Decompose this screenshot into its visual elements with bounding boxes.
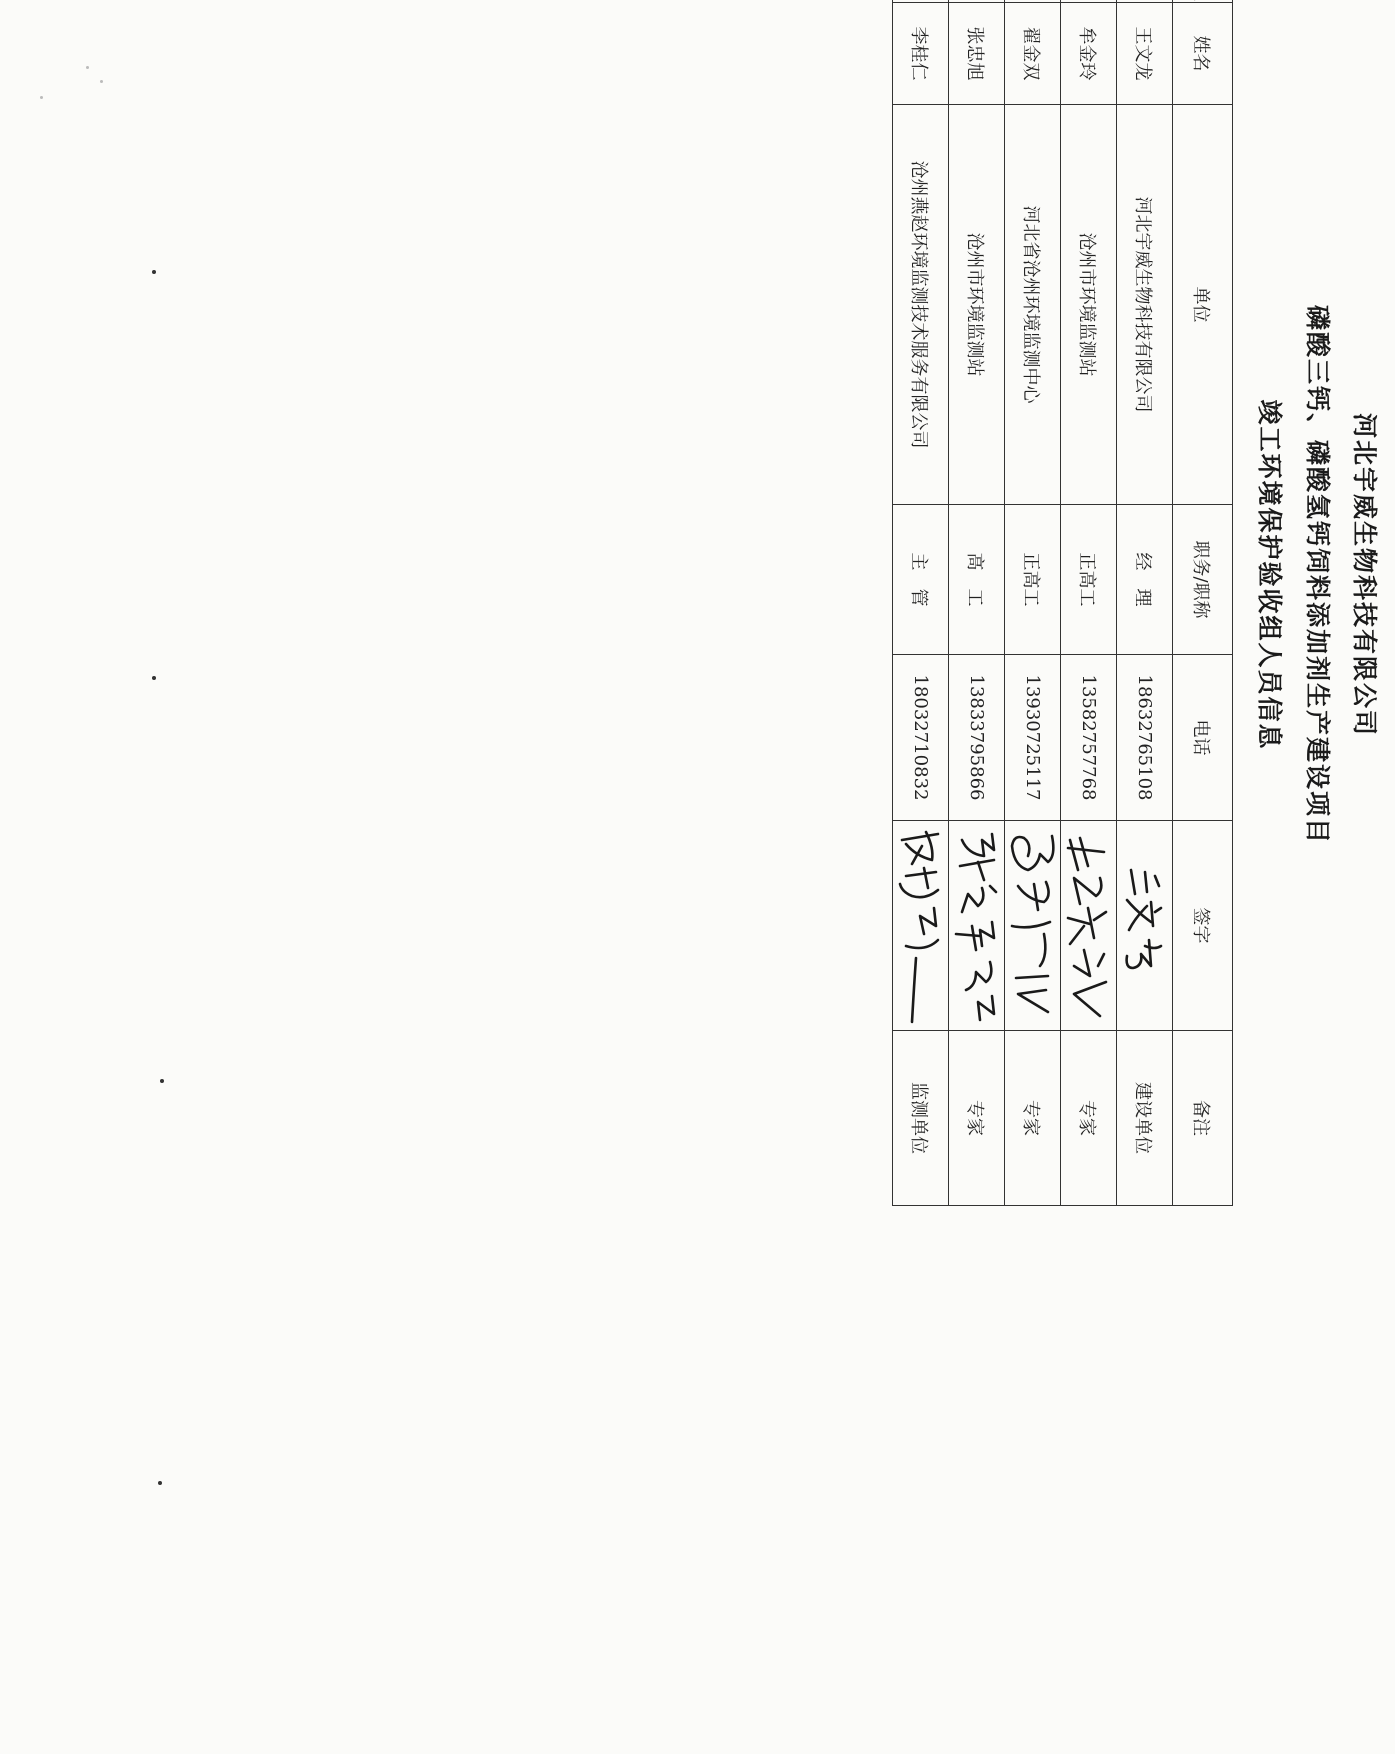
name-cell: 李桂仁: [893, 3, 949, 105]
header-cell: 电话: [1173, 655, 1233, 821]
remark-cell: 专家: [1061, 1031, 1117, 1206]
title-cell: 正高工: [1061, 505, 1117, 655]
company-title: 河北宇威生物科技有限公司: [1350, 412, 1379, 737]
phone-cell: 13582757768: [1061, 655, 1117, 821]
scan-dot: [160, 1079, 164, 1083]
scan-speck: [40, 96, 43, 99]
table-row: [1005, 0, 1061, 1206]
title-cell: 高 工: [949, 505, 1005, 655]
remark-cell: 专家: [1005, 1031, 1061, 1206]
title-cell: 正高工: [1005, 505, 1061, 655]
signature-cell: [893, 821, 949, 1031]
header-cell: 签字: [1173, 821, 1233, 1031]
unit-cell: 沧州市环境监测站: [1061, 105, 1117, 505]
header-cell: 单位: [1173, 105, 1233, 505]
name-cell: 王文龙: [1117, 3, 1173, 105]
title-cell: 经 理: [1117, 505, 1173, 655]
table-row: [1061, 0, 1117, 1206]
phone-cell: 18632765108: [1117, 655, 1173, 821]
subtitle: 竣工环境保护验收组人员信息: [1255, 399, 1284, 751]
title-block: [1245, 0, 1395, 1220]
project-title: 磷酸三钙、磷酸氢钙饲料添加剂生产建设项目: [1303, 304, 1332, 845]
unit-cell: 河北省沧州环境监测中心: [1005, 105, 1061, 505]
header-cell: 备注: [1173, 1031, 1233, 1206]
table-header-row: [1173, 0, 1233, 1206]
remark-cell: 建设单位: [1117, 1031, 1173, 1206]
phone-cell: 13833795866: [949, 655, 1005, 821]
scan-dot: [152, 270, 156, 274]
table-row: [949, 0, 1005, 1206]
rotated-sheet: [795, 0, 1395, 1220]
signature-cell: [1117, 821, 1173, 1031]
scan-speck: [86, 66, 89, 69]
phone-cell: 18032710832: [893, 655, 949, 821]
header-cell: 职务/职称: [1173, 505, 1233, 655]
signature-cell: [949, 821, 1005, 1031]
remark-cell: 监测单位: [893, 1031, 949, 1206]
handwritten-signature: [1120, 836, 1170, 1016]
unit-cell: 沧州市环境监测站: [949, 105, 1005, 505]
signature-cell: [1005, 821, 1061, 1031]
handwritten-signature: [1007, 826, 1059, 1026]
scan-dot: [158, 1481, 162, 1485]
handwritten-signature: [1063, 826, 1115, 1026]
name-cell: 张忠旭: [949, 3, 1005, 105]
table-row: [893, 0, 949, 1206]
table-row: [1117, 0, 1173, 1206]
scan-speck: [100, 80, 103, 83]
header-cell: 姓名: [1173, 3, 1233, 105]
handwritten-signature: [951, 826, 1003, 1026]
scan-dot: [152, 676, 156, 680]
acceptance-team-table: [892, 0, 1233, 1206]
title-cell: 主 管: [893, 505, 949, 655]
remark-cell: 专家: [949, 1031, 1005, 1206]
name-cell: 翟金双: [1005, 3, 1061, 105]
signature-cell: [1061, 821, 1117, 1031]
unit-cell: 河北宇威生物科技有限公司: [1117, 105, 1173, 505]
phone-cell: 13930725117: [1005, 655, 1061, 821]
unit-cell: 沧州燕赵环境监测技术服务有限公司: [893, 105, 949, 505]
handwritten-signature: [895, 826, 947, 1026]
name-cell: 牟金玲: [1061, 3, 1117, 105]
